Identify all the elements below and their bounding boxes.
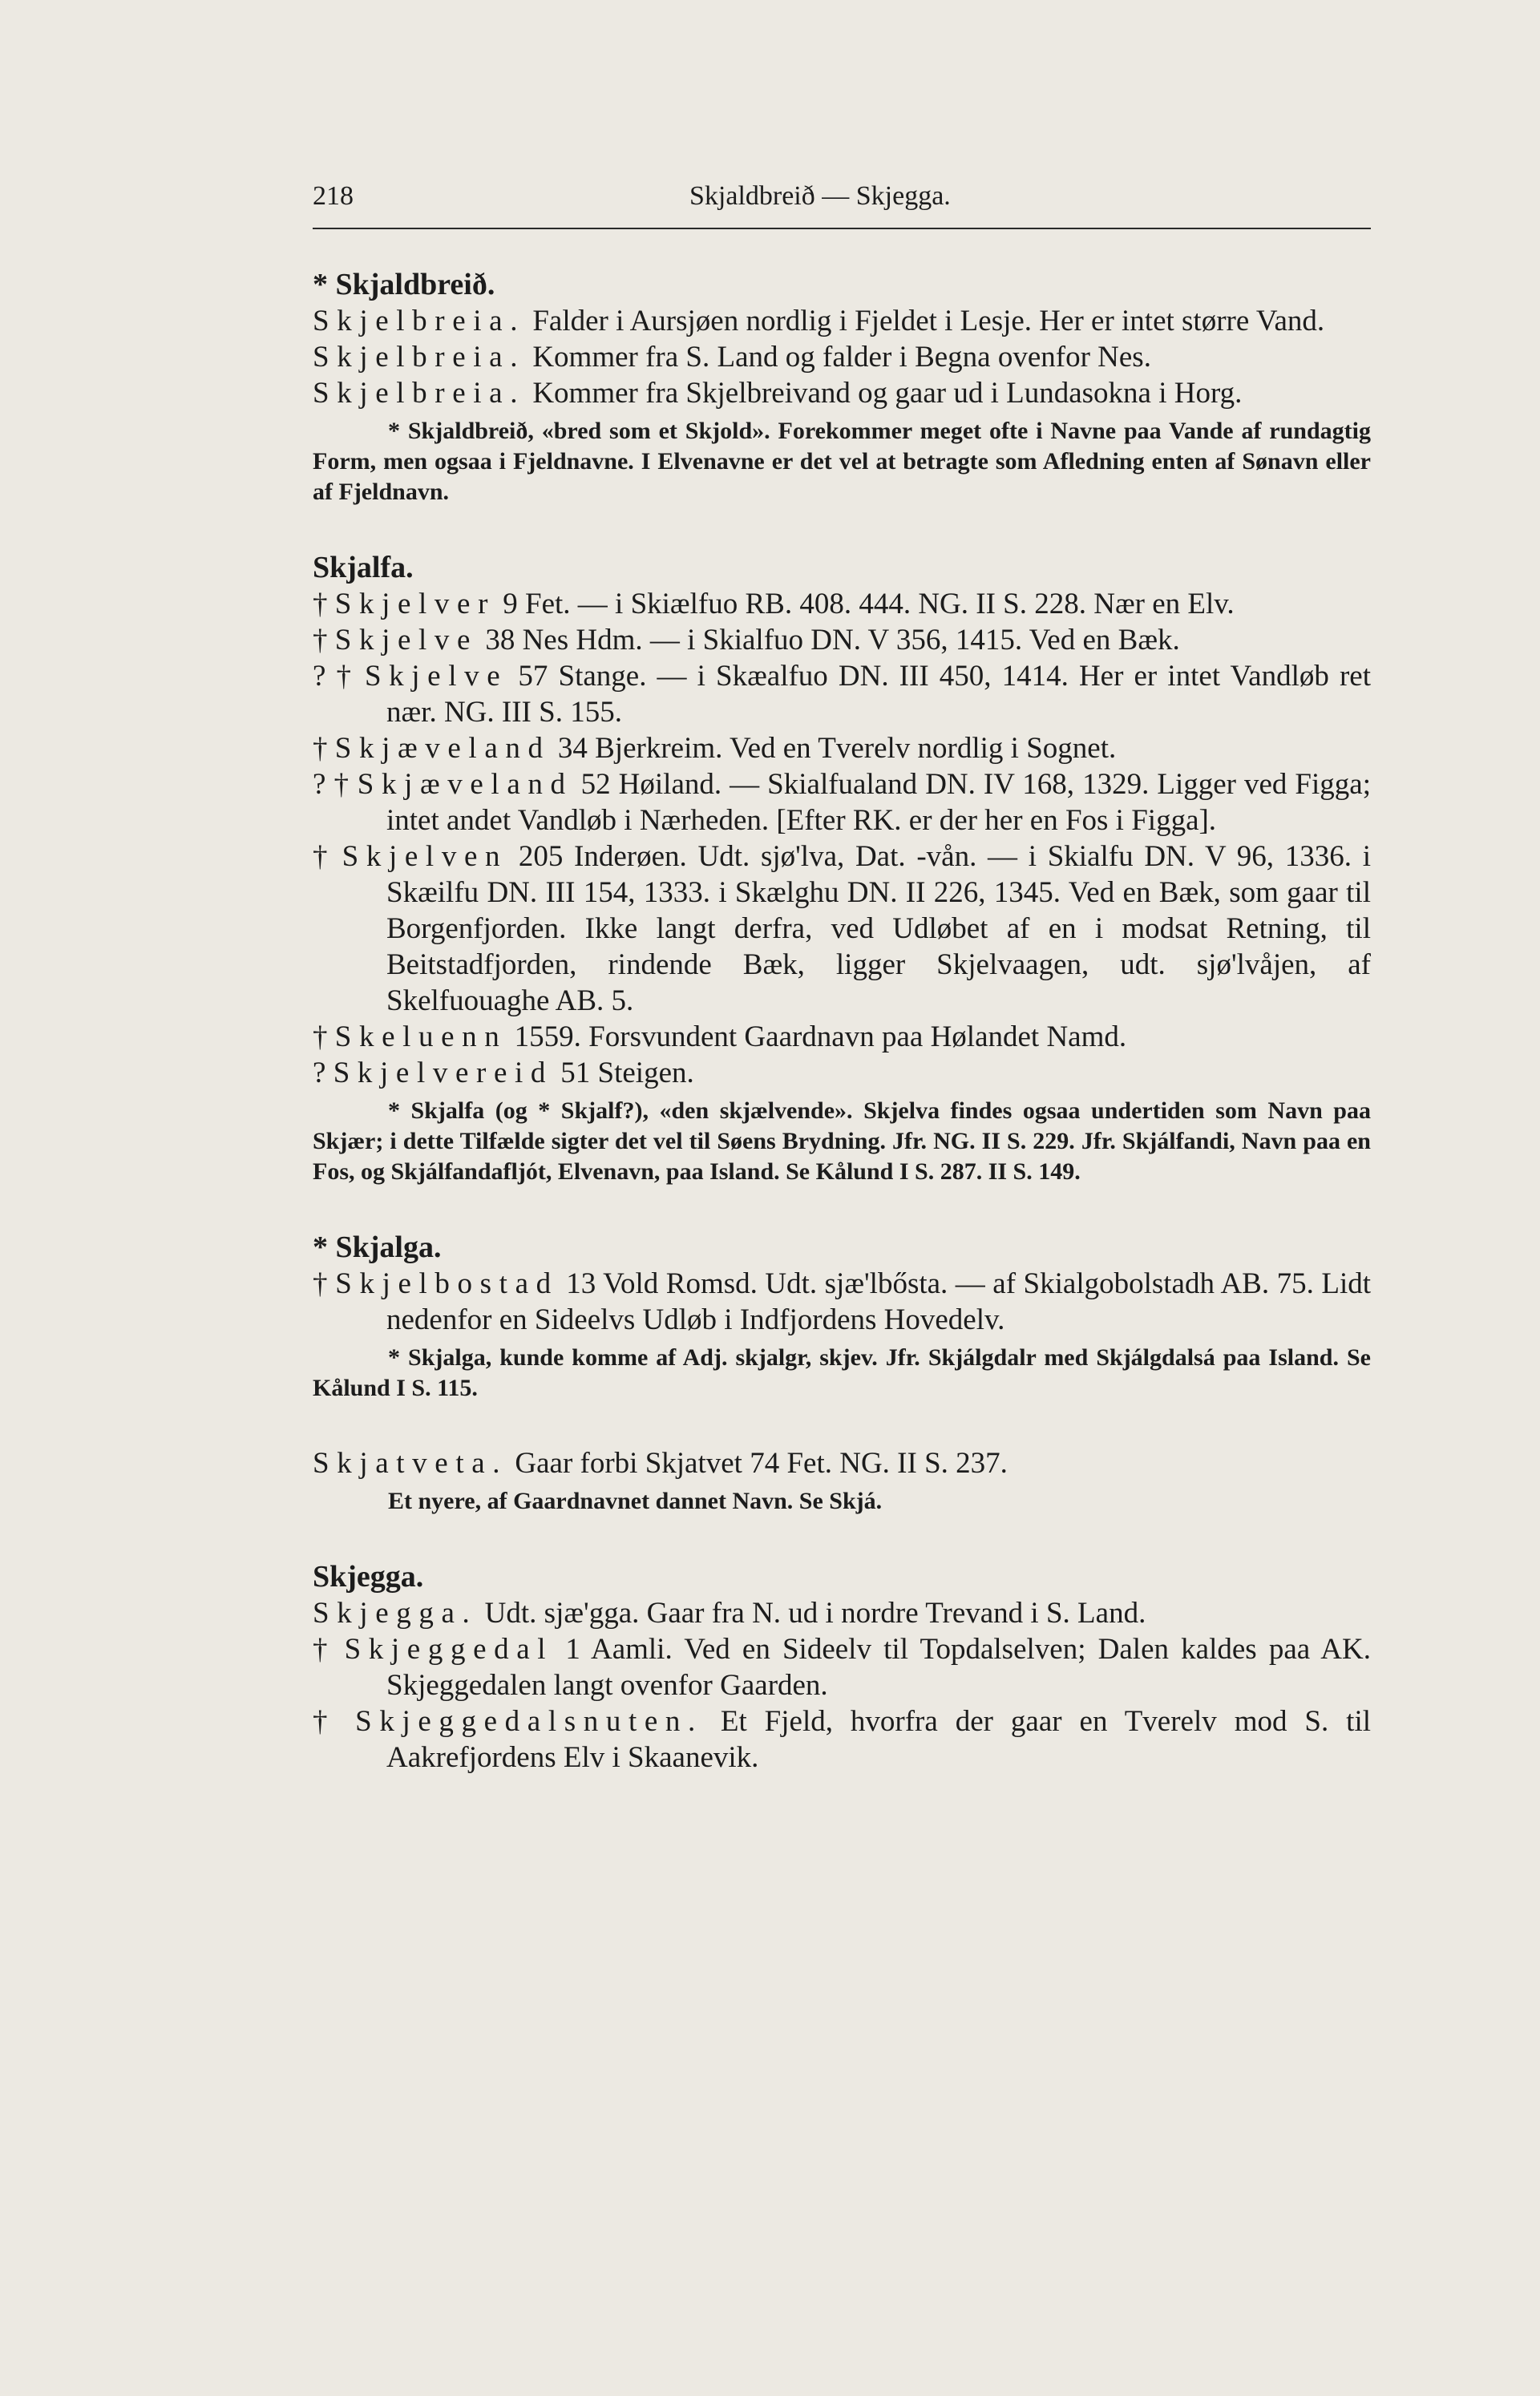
entry (313, 730, 1371, 766)
entry-prefix: † (313, 1633, 345, 1666)
section-heading: * Skjalga. (313, 1230, 442, 1264)
entry-text: 51 Steigen. (553, 1057, 694, 1089)
header-rule (313, 228, 1371, 229)
entry-name: Skjatveta. (313, 1447, 508, 1480)
entry-text: Gaar forbi Skjatvet 74 Fet. NG. II S. 237. (507, 1447, 1008, 1480)
entry-name: Skjæveland (357, 768, 573, 801)
entry-name: Skjelvereid (333, 1057, 554, 1089)
entry-name: Skjelver (334, 588, 496, 620)
entry-name: Skjelbreia. (313, 377, 526, 410)
entry (313, 339, 1371, 375)
entry-name: Skjelbostad (335, 1267, 559, 1300)
entry-name: Skeluenn (334, 1020, 507, 1053)
section-heading: * Skjaldbreið. (313, 268, 495, 301)
page-header (313, 181, 1371, 221)
entry-name: Skjeggedalsnuten. (355, 1705, 703, 1738)
entry-prefix: † (313, 624, 335, 657)
entry (313, 1445, 1371, 1481)
entry-text: Kommer fra S. Land og falder i Begna ovenfor Nes. (525, 341, 1151, 374)
entry-prefix: ? (313, 1057, 333, 1089)
entry-prefix: ? † (313, 660, 365, 693)
section-skjatveta (313, 1445, 1371, 1517)
entry (313, 1055, 1371, 1091)
entry-text: 52 Høiland. — Skialfualand DN. IV 168, 1329. Ligger ved Figga; intet andet Vandløb i Nærheden. [Efter RK. er der her en Fos i Figga]. (386, 768, 1371, 837)
entry-prefix: † (313, 840, 342, 873)
entry-prefix: † (313, 1020, 335, 1053)
etymology-note: Et nyere, af Gaardnavnet dannet Navn. Se Skjá. (388, 1488, 883, 1514)
section-skjegga (313, 1558, 1371, 1776)
entry-text: 38 Nes Hdm. — i Skialfuo DN. V 356, 1415. Ved en Bæk. (478, 624, 1180, 657)
entry (313, 838, 1371, 1019)
entry-prefix: † (313, 732, 335, 765)
entry (313, 303, 1371, 339)
section-skjaldbreid (313, 266, 1371, 507)
entry-name: Skjeggedal (344, 1633, 554, 1666)
entry-name: Skjæveland (334, 732, 551, 765)
entry-text: Falder i Aursjøen nordlig i Fjeldet i Lesje. Her er intet større Vand. (525, 305, 1325, 337)
page-number: 218 (313, 181, 354, 211)
entry-text: 1 Aamli. Ved en Sideelv til Topdalselven; Dalen kaldes paa AK. Skjeggedalen langt ovenfor Gaarden. (386, 1633, 1371, 1702)
section-skjalga (313, 1229, 1371, 1404)
entry-text: 1559. Forsvundent Gaardnavn paa Hølandet Namd. (507, 1020, 1127, 1053)
entry-text: 34 Bjerkreim. Ved en Tverelv nordlig i Sognet. (550, 732, 1117, 765)
entry-name: Skjelve (364, 660, 508, 693)
entry-name: Skjelbreia. (313, 305, 526, 337)
section-skjalfa (313, 549, 1371, 1187)
entry (313, 375, 1371, 411)
entry-name: Skjelbreia. (313, 341, 526, 374)
entry-prefix: † (313, 1705, 356, 1738)
entry (313, 1631, 1371, 1703)
entry (313, 766, 1371, 838)
running-title: Skjaldbreið — Skjegga. (689, 181, 951, 211)
entry (313, 622, 1371, 658)
etymology-note: * Skjalga, kunde komme af Adj. skjalgr, skjev. Jfr. Skjálgdalr med Skjálgdalsá paa Island. Se Kålund I S. 115. (313, 1344, 1371, 1401)
section-heading: Skjegga. (313, 1560, 424, 1594)
entry (313, 1019, 1371, 1055)
entry-text: Et Fjeld, hvorfra der gaar en Tverelv mod S. til Aakrefjordens Elv i Skaanevik. (386, 1705, 1372, 1774)
entry-text: 205 Inderøen. Udt. sjø'lva, Dat. -vån. — i Skialfu DN. V 96, 1336. i Skæilfu DN. III 154, 1333. i Skælghu DN. II 226, 1345. Ved en Bæk, som gaar til Borgenfjorden. Ikke langt derfra, ved Udløbet af en i modsat Retning, til Beitstadfjorden, rindende Bæk, ligger Skjelvaagen, udt. sjø'lvåjen, af Skelfuouaghe AB. 5. (386, 840, 1372, 1017)
etymology-note: * Skjalfa (og * Skjalf?), «den skjælvende». Skjelva findes ogsaa undertiden som Navn paa Skjær; i dette Tilfælde sigter det vel til Søens Brydning. Jfr. NG. II S. 229. Jfr. Skjálfandi, Navn paa en Fos, og Skjálfandafljót, Elvenavn, paa Island. Se Kålund I S. 287. II S. 149. (313, 1097, 1371, 1185)
entry-text: Kommer fra Skjelbreivand og gaar ud i Lundasokna i Horg. (525, 377, 1243, 410)
entry (313, 658, 1371, 730)
entry-name: Skjegga. (313, 1597, 478, 1630)
entry-text: 57 Stange. — i Skæalfuo DN. III 450, 1414. Her er intet Vandløb ret nær. NG. III S. 155. (386, 660, 1371, 729)
entry-text: Udt. sjæ'gga. Gaar fra N. ud i nordre Trevand i S. Land. (477, 1597, 1146, 1630)
section-heading: Skjalfa. (313, 551, 414, 584)
entry-name: Skjelve (334, 624, 479, 657)
entry-prefix: † (313, 588, 335, 620)
page-content (313, 266, 1371, 1817)
entry (313, 1703, 1371, 1776)
entry-prefix: ? † (313, 768, 358, 801)
entry (313, 586, 1371, 622)
entry (313, 1595, 1371, 1631)
entry-text: 13 Vold Romsd. Udt. sjæ'lbősta. — af Skialgobolstadh AB. 75. Lidt nedenfor en Sideelvs Udløb i Indfjordens Hovedelv. (386, 1267, 1371, 1336)
entry-prefix: † (313, 1267, 336, 1300)
entry (313, 1266, 1371, 1338)
etymology-note: * Skjaldbreið, «bred som et Skjold». Forekommer meget ofte i Navne paa Vande af rundagtig Form, men ogsaa i Fjeldnavne. I Elvenavne er det vel at betragte som Afledning enten af Sønavn eller af Fjeldnavn. (313, 418, 1371, 505)
entry-name: Skjelven (342, 840, 508, 873)
entry-text: 9 Fet. — i Skiælfuo RB. 408. 444. NG. II S. 228. Nær en Elv. (495, 588, 1235, 620)
